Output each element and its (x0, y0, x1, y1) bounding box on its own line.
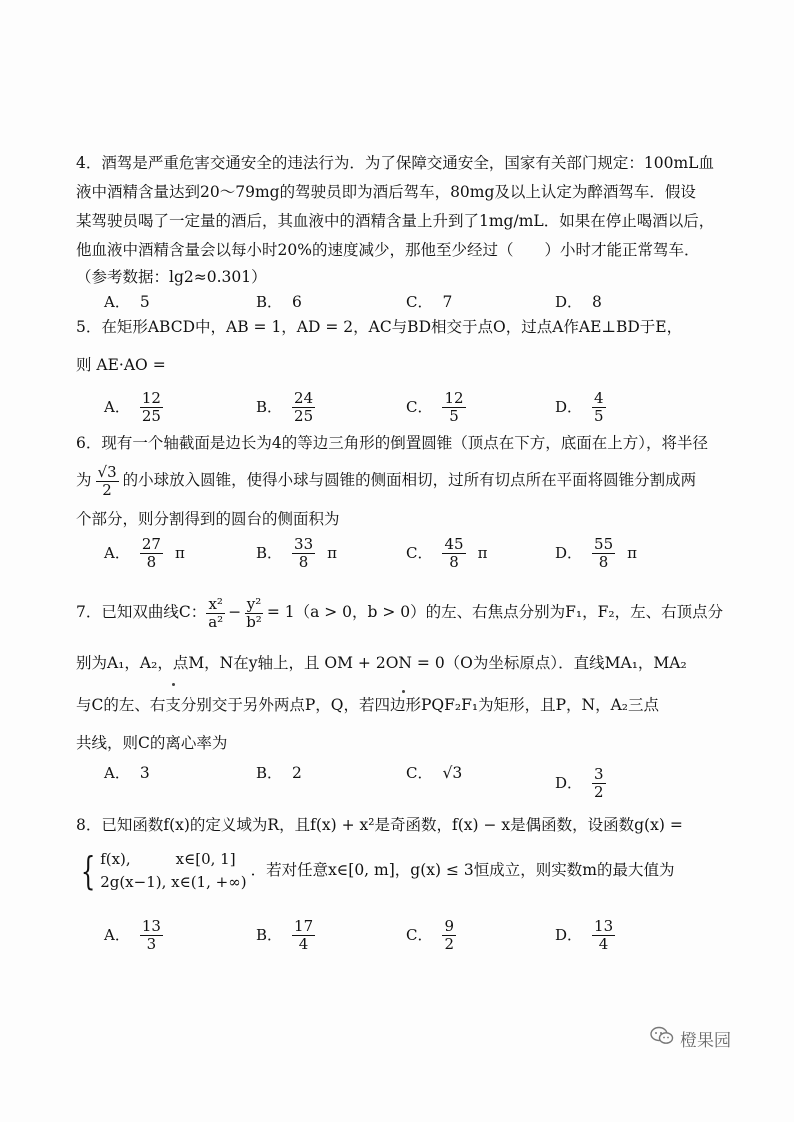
wechat-icon (650, 1026, 674, 1051)
q8-line-2: { f(x), x∈[0, 1] 2g(x−1), x∈(1, +∞) ．若对任意x∈[0, m]，g(x) ≤ 3恒成立，则实数m的最大值为 (76, 848, 674, 893)
q6-option-d[interactable]: D． $\frac{55}{8}$ π (555, 535, 637, 571)
q4-option-a[interactable]: A． 5 (104, 293, 150, 312)
y2-over-b2: $\frac{\text{y²}}{\text{b²}}$ (246, 595, 262, 631)
q4-option-c[interactable]: C． 7 (406, 293, 453, 312)
q7-line-3: 与C的左、右支分别交于另外两点P，Q，若四边形PQF₂F₁为矩形，且P，N，A₂三点 (76, 696, 659, 714)
piecewise-definition: { f(x), x∈[0, 1] 2g(x−1), x∈(1, +∞) (80, 848, 247, 893)
q8-option-c[interactable]: C． $\frac{9}{2}$ (406, 917, 455, 953)
q7-line-4: 共线，则C的离心率为 (76, 734, 228, 752)
q5-option-c[interactable]: C． $\frac{12}{5}$ (406, 389, 464, 425)
q7-option-c[interactable]: C． √3 (406, 764, 463, 783)
q4-line-5: （参考数据：lg2≈0.301） (76, 268, 267, 286)
q8-options (104, 918, 724, 970)
q5-option-a[interactable]: A． $\frac{12}{25}$ (104, 389, 161, 425)
q8-option-b[interactable]: B． $\frac{17}{4}$ (256, 917, 314, 953)
q4-options (104, 295, 724, 315)
q4-option-d[interactable]: D． 8 (555, 293, 602, 312)
q6-line-2: 为 $\frac{√3}{2}$ 的小球放入圆锥，使得小球与圆锥的侧面相切，过所有切点所在平面将圆锥分割成两 (76, 463, 697, 499)
q7-options (104, 766, 724, 818)
q7-option-d[interactable]: D． $\frac{3}{2}$ (555, 765, 604, 801)
q5-line-2: 则 AE·AO = (76, 356, 166, 374)
q5-line-1: 5．在矩形ABCD中，AB = 1，AD = 2，AC与BD相交于点O，过点A作AE⊥BD于E， (76, 318, 683, 336)
radius-fraction: $\frac{√3}{2}$ (97, 463, 117, 499)
q7-option-b[interactable]: B． 2 (256, 764, 302, 783)
question-7 (76, 595, 724, 801)
question-5 (76, 320, 716, 430)
q6-option-b[interactable]: B． $\frac{33}{8}$ π (256, 535, 337, 571)
question-6 (76, 436, 716, 586)
watermark (650, 1026, 731, 1051)
watermark-text: 橙果园 (680, 1031, 731, 1051)
scan-speck (172, 683, 175, 686)
x2-over-a2: $\frac{\text{x²}}{\text{a²}}$ (208, 595, 224, 631)
q8-option-d[interactable]: D． $\frac{13}{4}$ (555, 917, 614, 953)
q7-option-a[interactable]: A． 3 (104, 764, 150, 783)
q6-line-3: 个部分，则分割得到的圆台的侧面积为 (76, 510, 340, 528)
q5-option-b[interactable]: B． $\frac{24}{25}$ (256, 389, 314, 425)
q8-option-a[interactable]: A． $\frac{13}{3}$ (104, 917, 161, 953)
q4-line-4: 他血液中酒精含量会以每小时20%的速度减少，那他至少经过（ ）小时才能正常驾车． (76, 241, 700, 259)
q6-option-c[interactable]: C． $\frac{45}{8}$ π (406, 535, 488, 571)
q8-line-1: 8．已知函数f(x)的定义域为R，且f(x) + x²是奇函数，f(x) − x是偶函数，设函数g(x) = (76, 816, 683, 834)
q7-line-1: 7．已知双曲线C： $\frac{\text{x²}}{\text{a²}}$ − $\frac{\text{y²}}{\text{b²}}$ = 1（a > 0，b > 0）的左、右焦点分别为F₁，F₂，左、右顶点分 (76, 595, 724, 631)
q6-option-a[interactable]: A． $\frac{27}{8}$ π (104, 535, 185, 571)
scan-speck (402, 690, 405, 693)
question-8 (76, 818, 716, 968)
q4-line-1: 4．酒驾是严重危害交通安全的违法行为．为了保障交通安全，国家有关部门规定：100mL血 (76, 154, 714, 172)
q6-line-1: 6．现有一个轴截面是边长为4的等边三角形的倒置圆锥（顶点在下方，底面在上方），将半径 (76, 434, 708, 452)
q4-line-2: 液中酒精含量达到20～79mg的驾驶员即为酒后驾车，80mg及以上认定为醉酒驾车．假设 (76, 183, 696, 201)
q5-option-d[interactable]: D． $\frac{4}{5}$ (555, 389, 604, 425)
q4-line-3: 某驾驶员喝了一定量的酒后，其血液中的酒精含量上升到了1mg/mL．如果在停止喝酒以后， (76, 212, 715, 230)
q4-option-b[interactable]: B． 6 (256, 293, 302, 312)
q7-line-2: 别为A₁，A₂，点M，N在y轴上，且 OM + 2ON = 0（O为坐标原点）．直线MA₁，MA₂ (76, 654, 687, 672)
question-4 (76, 154, 716, 312)
q6-options (104, 536, 724, 588)
